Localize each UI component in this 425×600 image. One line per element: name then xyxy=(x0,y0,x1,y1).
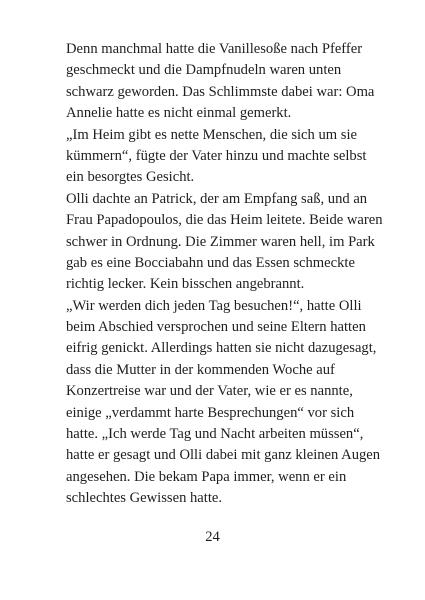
text-line: gab es eine Bocciabahn und das Essen schmeckte xyxy=(66,254,355,271)
text-line: schlechtes Gewissen hatte. xyxy=(66,490,223,507)
text-line: Frau Papadopoulos, die das Heim leitete. Beide waren xyxy=(66,212,383,229)
text-line: Olli dachte an Patrick, der am Empfang saß, und an xyxy=(66,190,368,207)
text-line: schwarz geworden. Das Schlimmste dabei war: Oma xyxy=(66,83,375,100)
text-line: kümmern“, fügte der Vater hinzu und machte selbst xyxy=(66,147,367,164)
text-line: Konzertreise war und der Vater, wie er es nannte, xyxy=(66,383,353,400)
text-line: richtig lecker. Kein bisschen angebrannt. xyxy=(66,276,305,293)
text-line: geschmeckt und die Dampfnudeln waren unten xyxy=(66,62,342,79)
text-line: „Wir werden dich jeden Tag besuchen!“, hatte Olli xyxy=(66,297,362,314)
text-line: hatte. „Ich werde Tag und Nacht arbeiten müssen“, xyxy=(66,426,364,443)
text-line: dass die Mutter in der kommenden Woche auf xyxy=(66,361,335,378)
text-line: einige „verdammt harte Besprechungen“ vor sich xyxy=(66,404,355,421)
text-line: beim Abschied versprochen und seine Eltern hatten xyxy=(66,319,366,336)
text-line: „Im Heim gibt es nette Menschen, die sich um sie xyxy=(66,126,357,143)
body-text xyxy=(66,39,386,510)
text-line: ein besorgtes Gesicht. xyxy=(66,169,195,186)
text-line: Denn manchmal hatte die Vanillesoße nach Pfeffer xyxy=(66,41,363,57)
text-line: hatte er gesagt und Olli dabei mit ganz kleinen Augen xyxy=(66,447,381,464)
text-line: angesehen. Die bekam Papa immer, wenn er ein xyxy=(66,468,347,485)
text-line: eifrig genickt. Allerdings hatten sie nicht dazugesagt, xyxy=(66,340,377,357)
page-number: 24 xyxy=(205,529,220,545)
text-line: schwer in Ordnung. Die Zimmer waren hell, im Park xyxy=(66,233,375,250)
text-line: Annelie hatte es nicht einmal gemerkt. xyxy=(66,105,292,122)
